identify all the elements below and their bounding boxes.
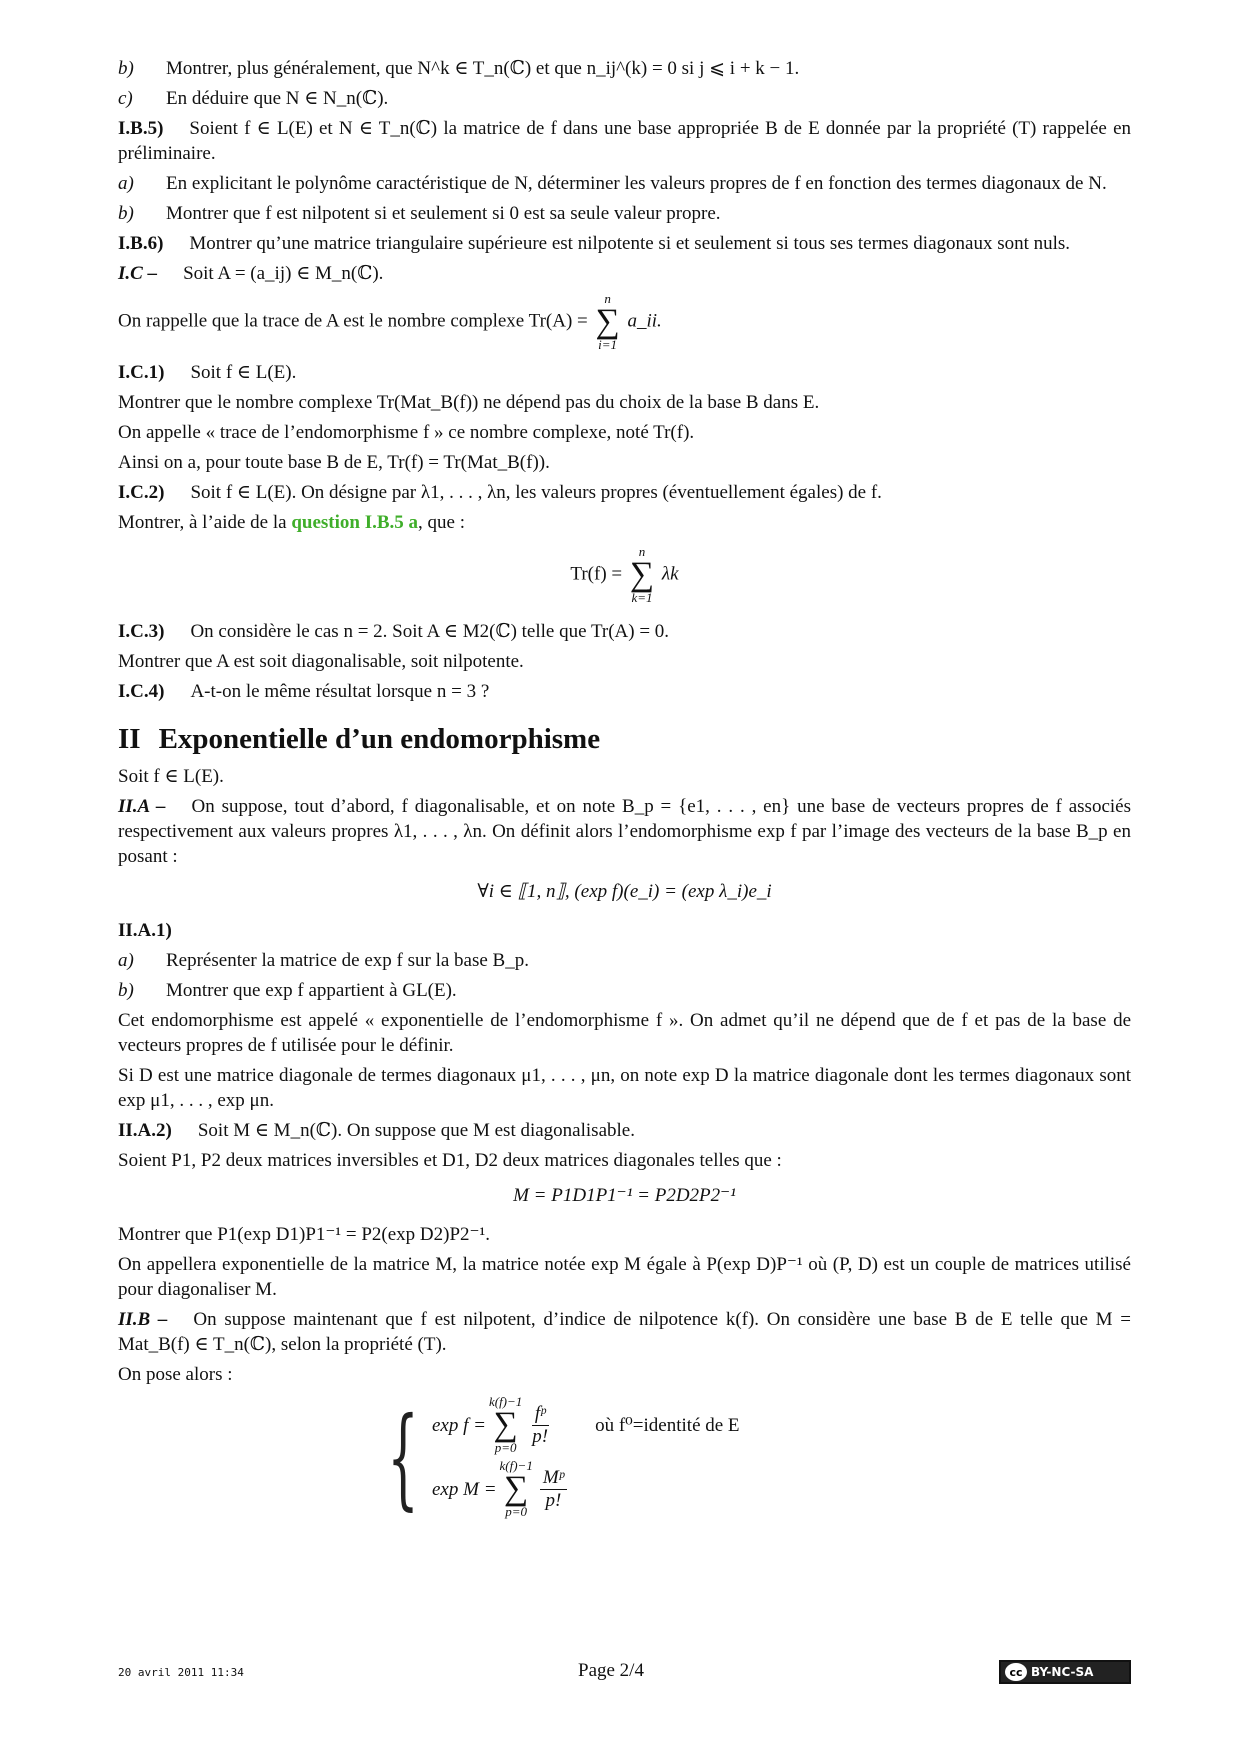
part-iib: II.B – On suppose maintenant que f est nilpotent, d’indice de nilpotence k(f). On considère une base B de E telle que M = Mat_B(f) ∈ T_n(ℂ), selon la propriété (T). (118, 1309, 1131, 1355)
question-ic1: I.C.1) Soit f ∈ L(E). (118, 362, 297, 383)
page-footer (118, 1660, 1131, 1690)
exp-series-system (368, 1395, 1131, 1519)
question-ib5b: b) Montrer que f est nilpotent si et seulement si 0 est sa seule valeur propre. (118, 203, 721, 224)
footer-date: 20 avril 2011 11:34 (118, 1666, 244, 1679)
part-iia: II.A – On suppose, tout d’abord, f diagonalisable, et on note B_p = {e1, . . . , en} une base de vecteurs propres de f associés respectivement aux valeurs propres λ1, . . . , λn. On définit alors l’endomorphisme exp f par l’image des vecteurs de la base B_p en posant : (118, 796, 1131, 867)
ic1-line-2: On appelle « trace de l’endomorphisme f » ce nombre complexe, noté Tr(f). (118, 422, 695, 443)
question-ib6: I.B.6) Montrer qu’une matrice triangulaire supérieure est nilpotente si et seulement si tous ses termes diagonaux sont nuls. (118, 233, 1071, 254)
fraction: $\frac{\text{fᵖ}}{p!}$ (532, 1402, 549, 1447)
question-iia2: II.A.2) Soit M ∈ M_n(ℂ). On suppose que M est diagonalisable. (118, 1120, 635, 1141)
question-ic3: I.C.3) On considère le cas n = 2. Soit A ∈ M2(ℂ) telle que Tr(A) = 0. (118, 621, 670, 642)
question-iia1-b: b) Montrer que exp f appartient à GL(E). (118, 980, 457, 1001)
cc-license-badge[interactable] (999, 1660, 1131, 1684)
cc-icon: cc (1005, 1663, 1027, 1681)
section-intro: Soit f ∈ L(E). (118, 766, 224, 787)
license-label: BY-NC-SA (1031, 1665, 1094, 1679)
question-c: c) En déduire que N ∈ N_n(ℂ). (118, 88, 389, 109)
iia2-line: Soient P1, P2 deux matrices inversibles et D1, D2 deux matrices diagonales telles que : (118, 1150, 782, 1171)
left-brace: { (387, 1393, 419, 1521)
question-ib5: I.B.5) Soient f ∈ L(E) et N ∈ T_n(ℂ) la matrice de f dans une base appropriée B de E donnée par la propriété (T) rappelée en préliminaire. (118, 118, 1131, 164)
trace-sum-formula: Tr(f) = n ∑ k=1 λk (570, 544, 679, 605)
question-iia1-a: a) Représenter la matrice de exp f sur la base B_p. (118, 950, 529, 971)
ic3-line: Montrer que A est soit diagonalisable, soit nilpotente. (118, 651, 524, 672)
sum-symbol: n ∑ i=1 (595, 291, 620, 352)
iia1-paragraph-1: Cet endomorphisme est appelé « exponentielle de l’endomorphisme f ». On admet qu’il ne dépend que de f et pas de la base de vecteurs propres de f utilisée pour le définir. (118, 1010, 1131, 1056)
fraction: $\frac{\text{Mᵖ}}{p!}$ (540, 1467, 567, 1512)
question-b: b) Montrer, plus généralement, que N^k ∈ T_n(ℂ) et que n_ij^(k) = 0 si j ⩽ i + k − 1. (118, 58, 800, 79)
ic2-instruction: Montrer, à l’aide de la question I.B.5 a, que : (118, 512, 466, 533)
ic1-line-3: Ainsi on a, pour toute base B de E, Tr(f) = Tr(Mat_B(f)). (118, 452, 550, 473)
question-ic4: I.C.4) A-t-on le même résultat lorsque n = 3 ? (118, 681, 490, 702)
iia2-paragraph: On appellera exponentielle de la matrice M, la matrice notée exp M égale à P(exp D)P⁻¹ où (P, D) est un couple de matrices utilisé pour diagonaliser M. (118, 1254, 1131, 1300)
part-ic: I.C – Soit A = (a_ij) ∈ M_n(ℂ). (118, 263, 384, 284)
question-ib5a: a) En explicitant le polynôme caractéristique de N, déterminer les valeurs propres de f en fonction des termes diagonaux de N. (118, 173, 1107, 194)
ic1-line-1: Montrer que le nombre complexe Tr(Mat_B(f)) ne dépend pas du choix de la base B dans E. (118, 392, 820, 413)
sum-symbol: n ∑ k=1 (629, 544, 655, 605)
iia1-paragraph-2: Si D est une matrice diagonale de termes diagonaux μ1, . . . , μn, on note exp D la matrice diagonale dont les termes diagonaux sont exp μ1, . . . , exp μn. (118, 1065, 1131, 1111)
exp-definition-formula: ∀i ∈ ⟦1, n⟧, (exp f)(e_i) = (exp λ_i)e_i (477, 881, 772, 902)
trace-definition: On rappelle que la trace de A est le nombre complexe Tr(A) = n ∑ i=1 a_ii. (118, 291, 662, 352)
section-title: II Exponentielle d’un endomorphisme (118, 723, 601, 755)
question-ic2: I.C.2) Soit f ∈ L(E). On désigne par λ1, . . . , λn, les valeurs propres (éventuellement égales) de f. (118, 482, 882, 503)
page-number: Page 2/4 (578, 1660, 644, 1681)
question-iia1: II.A.1) (118, 920, 172, 941)
sum-symbol: k(f)−1 ∑ p=0 (499, 1458, 533, 1519)
document-body (118, 56, 1131, 1519)
diagonalization-formula: M = P1D1P1⁻¹ = P2D2P2⁻¹ (513, 1185, 736, 1206)
exp-m-row: exp M = k(f)−1 ∑ p=0 $\frac{\text{Mᵖ}}{p!}$ (432, 1459, 740, 1519)
sum-symbol: k(f)−1 ∑ p=0 (488, 1394, 523, 1455)
iib-pose: On pose alors : (118, 1364, 233, 1385)
question-link[interactable]: question I.B.5 a (291, 512, 419, 533)
iia2-show: Montrer que P1(exp D1)P1⁻¹ = P2(exp D2)P2⁻¹. (118, 1224, 490, 1245)
exp-f-row: exp f = k(f)−1 ∑ p=0 $\frac{\text{fᵖ}}{p!}$ où f⁰=identité de E (432, 1394, 740, 1455)
